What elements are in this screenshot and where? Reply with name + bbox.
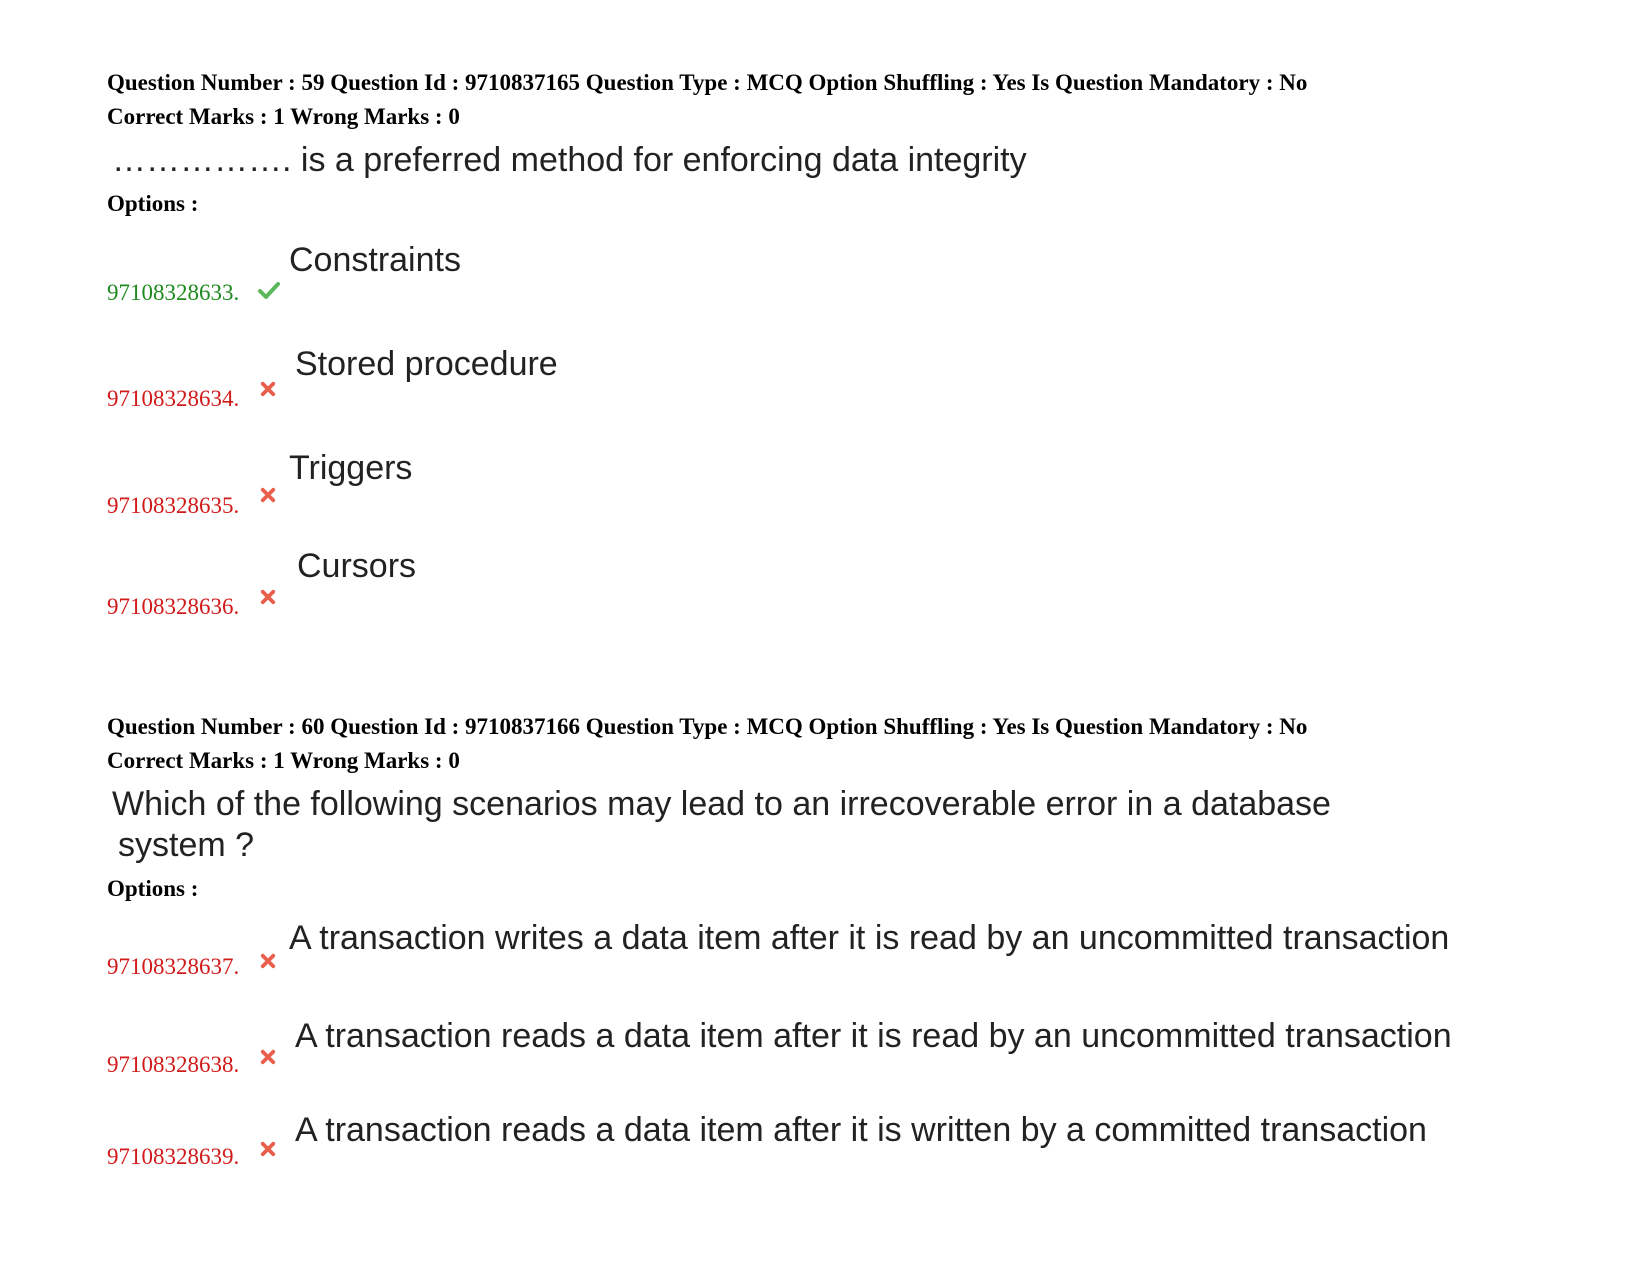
cross-icon: [259, 380, 277, 398]
option-text: Constraints: [289, 241, 461, 279]
question-text: ……………. is a preferred method for enforcing data integrity: [112, 141, 1027, 179]
question-meta: Question Number : 59 Question Id : 9710837165 Question Type : MCQ Option Shuffling : Yes Is Question Mandatory : No: [107, 70, 1308, 95]
question-text-line: system ?: [118, 826, 255, 864]
option-id: 97108328634.: [107, 386, 240, 411]
question-60: [107, 710, 1587, 904]
option-text: A transaction writes a data item after it is read by an uncommitted transaction: [289, 919, 1450, 957]
option-id: 97108328637.: [107, 954, 240, 979]
option-text: A transaction reads a data item after it is written by a committed transaction: [295, 1111, 1427, 1149]
option-id: 97108328635.: [107, 493, 240, 518]
options-label: Options :: [107, 876, 199, 901]
option-item: [107, 1111, 1587, 1230]
cross-icon: [259, 1140, 277, 1158]
cross-icon: [259, 588, 277, 606]
cross-icon: [259, 1048, 277, 1066]
cross-icon: [259, 486, 277, 504]
option-list: [107, 919, 1587, 1230]
options-label: Options :: [107, 191, 199, 216]
option-text: Cursors: [297, 547, 417, 585]
question-text-line: Which of the following scenarios may lead to an irrecoverable error in a database: [112, 785, 1331, 823]
option-id: 97108328638.: [107, 1052, 240, 1077]
option-item: [107, 547, 1587, 662]
option-id: 97108328633.: [107, 280, 240, 305]
option-text: Stored procedure: [295, 345, 558, 383]
question-marks: Correct Marks : 1 Wrong Marks : 0: [107, 748, 460, 773]
question-marks: Correct Marks : 1 Wrong Marks : 0: [107, 104, 460, 129]
question-meta: Question Number : 60 Question Id : 9710837166 Question Type : MCQ Option Shuffling : Yes Is Question Mandatory : No: [107, 714, 1308, 739]
cross-icon: [259, 952, 277, 970]
option-text: A transaction reads a data item after it is read by an uncommitted transaction: [295, 1017, 1452, 1055]
question-59: [107, 66, 1587, 219]
option-id: 97108328639.: [107, 1144, 240, 1169]
option-list: [107, 240, 1587, 662]
option-item: [107, 345, 1587, 456]
option-id: 97108328636.: [107, 594, 240, 619]
check-icon: [257, 278, 281, 302]
option-text: Triggers: [289, 449, 413, 487]
option-item: [107, 240, 1587, 350]
question-text: [112, 784, 1587, 866]
